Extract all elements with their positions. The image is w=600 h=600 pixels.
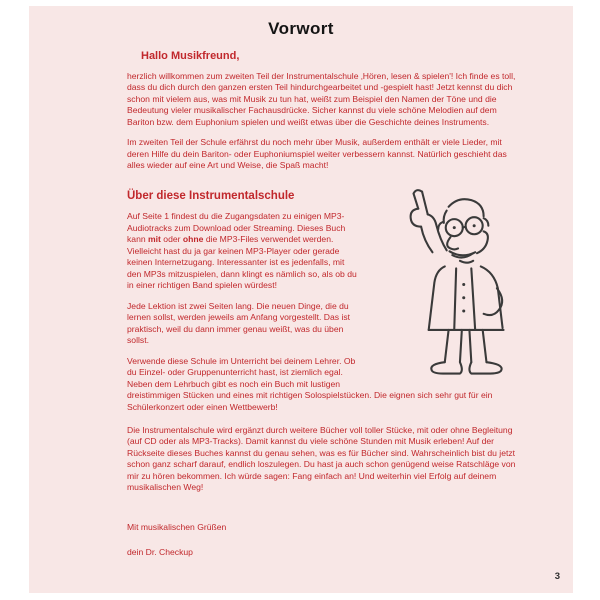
page-title: Vorwort — [268, 19, 334, 38]
greeting-paragraph: Im zweiten Teil der Schule erfährst du noch mehr über Musik, außerdem enthält er viele Lieder, mit deren Hilfe du dein Bariton- oder Euphoniumspiel weiter verbessern kannst. Natürlich geschieht das alles wieder auf eine Art und Weise, die Spaß macht! — [127, 137, 507, 171]
about-paragraph: Auf Seite 1 findest du die Zugangsdaten zu einigen MP3-Audiotracks zum Download oder Streaming. Dieses Buch kann mit oder ohne die MP3-Files verwendet werden. Vielleicht hast du ja gar keinen MP3-Player oder gerade keinen Internetzugang. Interessanter ist es jedenfalls, mit den MP3s mitzuspielen, dann klingt es nämlich so, als ob du in einer richtigen Band spielen würdest! — [127, 211, 357, 291]
dr-checkup-illustration — [369, 181, 549, 387]
about-paragraph: Jede Lektion ist zwei Seiten lang. Die neuen Dinge, die du lernen sollst, werden jeweils am Anfang vorgestellt. Das ist praktisch, weil du dann immer genau weißt, was du üben sollst. — [127, 300, 351, 346]
page-number: 3 — [554, 571, 560, 582]
closing-signature: dein Dr. Checkup — [127, 547, 193, 558]
page-content — [29, 49, 573, 559]
closing-salutation: Mit musikalischen Grüßen — [127, 521, 227, 532]
greeting-paragraph: herzlich willkommen zum zweiten Teil der Instrumentalschule ‚Hören, lesen & spielen'! Ich finde es toll, dass du dich durch den ganzen ersten Teil hindurchgearbeitet und -gespielt hast! Jetzt kennst du dich schon mit vielem aus, was mit Musik zu tun hat, weißt zum Beispiel den Namen der Töne und die Bedeutung vieler musikalischer Fachausdrücke. Sicher kannst du viele schöne Melodien auf dem Bariton bzw. dem Euphonium spielen und weißt etwas über die Geschichte deines Instruments. — [127, 70, 516, 127]
cartoon-doctor-icon — [369, 181, 549, 387]
about-heading: Über diese Instrumentalschule — [127, 189, 295, 202]
greeting-section — [127, 49, 523, 172]
about-paragraph: Verwende diese Schule im Unterricht bei deinem Lehrer. Ob du Einzel- oder Gruppenunterricht hast, ist ziemlich egal. Neben dem Lehrbuch gibt es noch ein Buch mit lustigen dreistimmigen Stücken und eines mit richtigen Solospielstücken. Die eignen sich sehr gut für ein Schülerkonzert oder einen Wettbewerb! — [127, 355, 493, 412]
page — [29, 6, 573, 593]
greeting-heading: Hallo Musikfreund, — [141, 50, 240, 62]
about-full-paragraph: Die Instrumentalschule wird ergänzt durch weitere Bücher voll toller Stücke, mit oder ohne Begleitung (auf CD oder als MP3-Tracks). Damit kannst du viele schöne Stunden mit Musik erleben! Auf der Rückseite dieses Buches kannst du genau sehen, was es für Bücher sind. Wahrscheinlich bist du jetzt schon ganz scharf darauf, endlich loszulegen. Du hast ja auch schon genügend weise Ratschläge von mir zu hören bekommen. Ich würde sagen: Fang einfach an! Und weiterhin viel Erfolg auf deinem musikalischen Weg! — [127, 424, 516, 493]
about-section — [127, 189, 523, 494]
